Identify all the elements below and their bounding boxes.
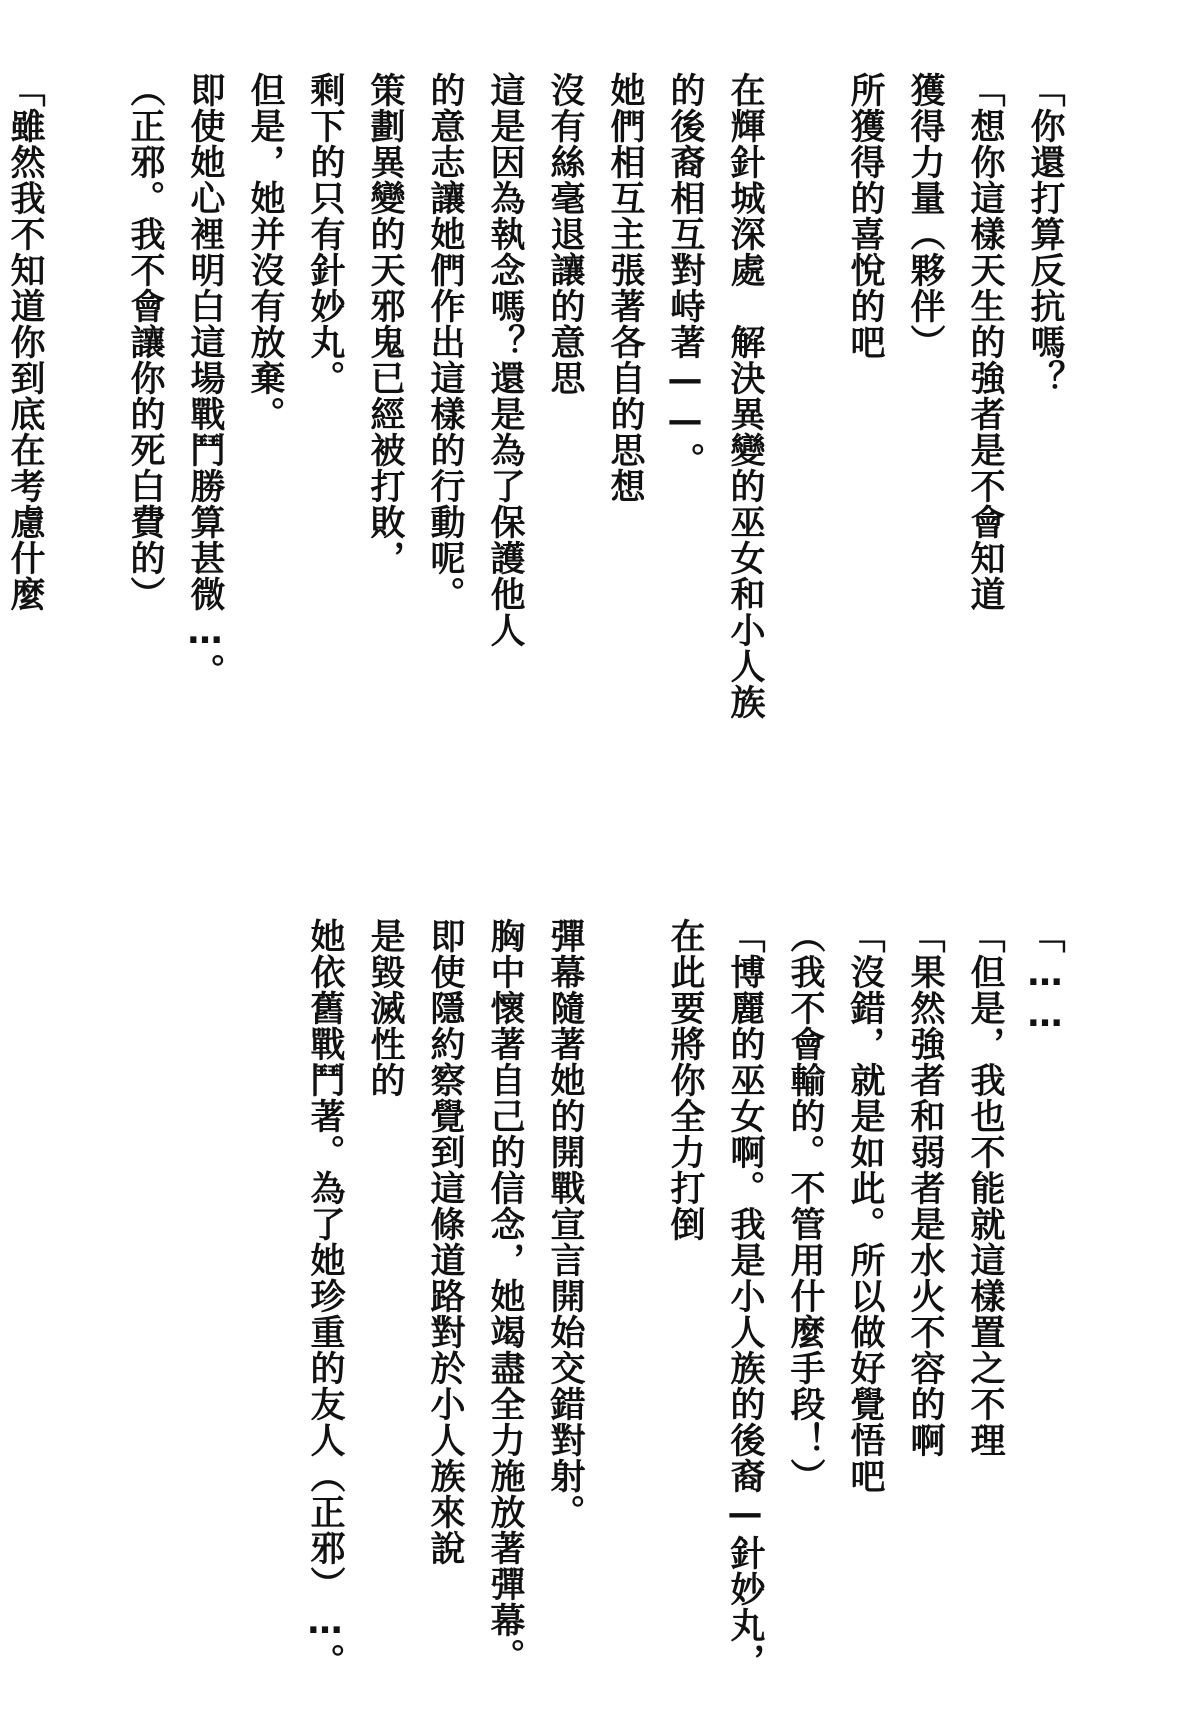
text-line: 在此要將你全力打倒: [665, 918, 705, 1242]
text-line: 「沒錯，就是如此。所以做好覺悟吧: [845, 918, 885, 1494]
text-line: 的後裔相互對峙著——。: [665, 72, 705, 478]
text-line: 「果然強者和弱者是水火不容的啊: [905, 918, 945, 1458]
text-line: 即使隱約察覺到這條道路對於小人族來說: [425, 918, 465, 1566]
paragraph-gap: [55, 72, 115, 852]
text-line: 剩下的只有針妙丸。: [305, 72, 345, 396]
text-line: 在輝針城深處 解決異變的巫女和小人族: [725, 72, 765, 720]
text-line: 「雖然我不知道你到底在考慮什麼: [5, 72, 45, 612]
text-line: 但是，她并沒有放棄。: [245, 72, 285, 432]
text-line: 所獲得的喜悅的吧: [845, 72, 885, 360]
text-line: 她們相互主張著各自的思想: [605, 72, 645, 504]
text-line: 「但是，我也不能就這樣置之不理: [965, 918, 1005, 1458]
text-line: 她依舊戰鬥著。為了她珍重的友人（正邪）…。: [305, 918, 345, 1679]
text-line: 「……: [1025, 918, 1065, 1036]
text-line: 策劃異變的天邪鬼已經被打敗，: [365, 72, 405, 576]
text-line: 彈幕隨著她的開戰宣言開始交錯對射。: [545, 918, 585, 1530]
text-line: 的意志讓她們作出這樣的行動呢。: [425, 72, 465, 612]
text-line: 沒有絲毫退讓的意思: [545, 72, 585, 396]
text-line: 「你還打算反抗嗎？: [1025, 72, 1065, 396]
text-line: 是毀滅性的: [365, 918, 405, 1098]
text-line: （正邪。我不會讓你的死白費的）: [125, 72, 165, 612]
text-line: 「想你這樣天生的強者是不會知道: [965, 72, 1005, 612]
text-line: 這是因為執念嗎？還是為了保護他人: [485, 72, 525, 648]
paragraph-gap: [775, 72, 835, 852]
lower-text-block: [295, 918, 1075, 1678]
text-line: （我不會輸的。不管用什麼手段！）: [785, 918, 825, 1494]
text-line: 獲得力量（夥伴）: [905, 72, 945, 360]
text-line: 胸中懷著自己的信念，她竭盡全力施放著彈幕。: [485, 918, 525, 1674]
text-line: 即使她心裡明白這場戰鬥勝算甚微…。: [185, 72, 225, 689]
upper-text-block: [0, 72, 1075, 852]
text-line: 「博麗的巫女啊。我是小人族的後裔—針妙丸，: [725, 918, 765, 1679]
paragraph-gap: [595, 918, 655, 1678]
